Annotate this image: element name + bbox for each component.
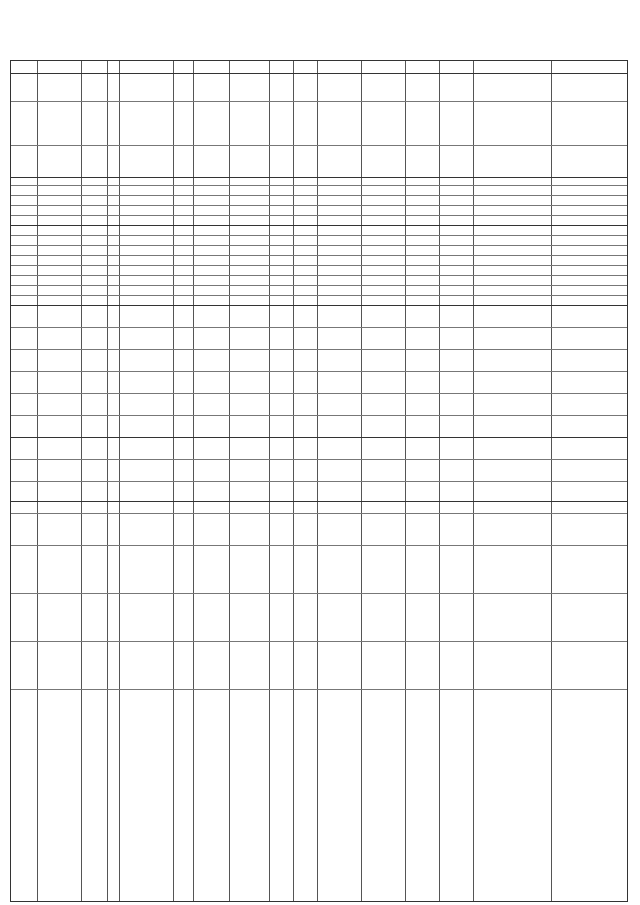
table-row [11,145,627,146]
table-row [11,513,627,514]
document-table [10,60,628,902]
table-row [11,295,627,296]
table-row [11,265,627,266]
table-row [11,641,627,642]
table-row [11,255,627,256]
table-row [11,195,627,196]
table-row [11,393,627,394]
table-row [11,371,627,372]
table-row [11,215,627,216]
table-row [11,285,627,286]
table-row [11,225,627,226]
table-row [11,481,627,482]
table-row [11,459,627,460]
table-row [11,415,627,416]
table-row [11,437,627,438]
table-row [11,545,627,546]
table-row [11,185,627,186]
table-row [11,305,627,306]
table-row [11,235,627,236]
table-row [11,177,627,178]
table-row [11,245,627,246]
table-row [11,205,627,206]
table-row [11,275,627,276]
table-row [11,501,627,502]
table-row [11,593,627,594]
table-row [11,327,627,328]
table-row [11,101,627,102]
table-row [11,73,627,74]
table-row [11,349,627,350]
table-row [11,689,627,690]
